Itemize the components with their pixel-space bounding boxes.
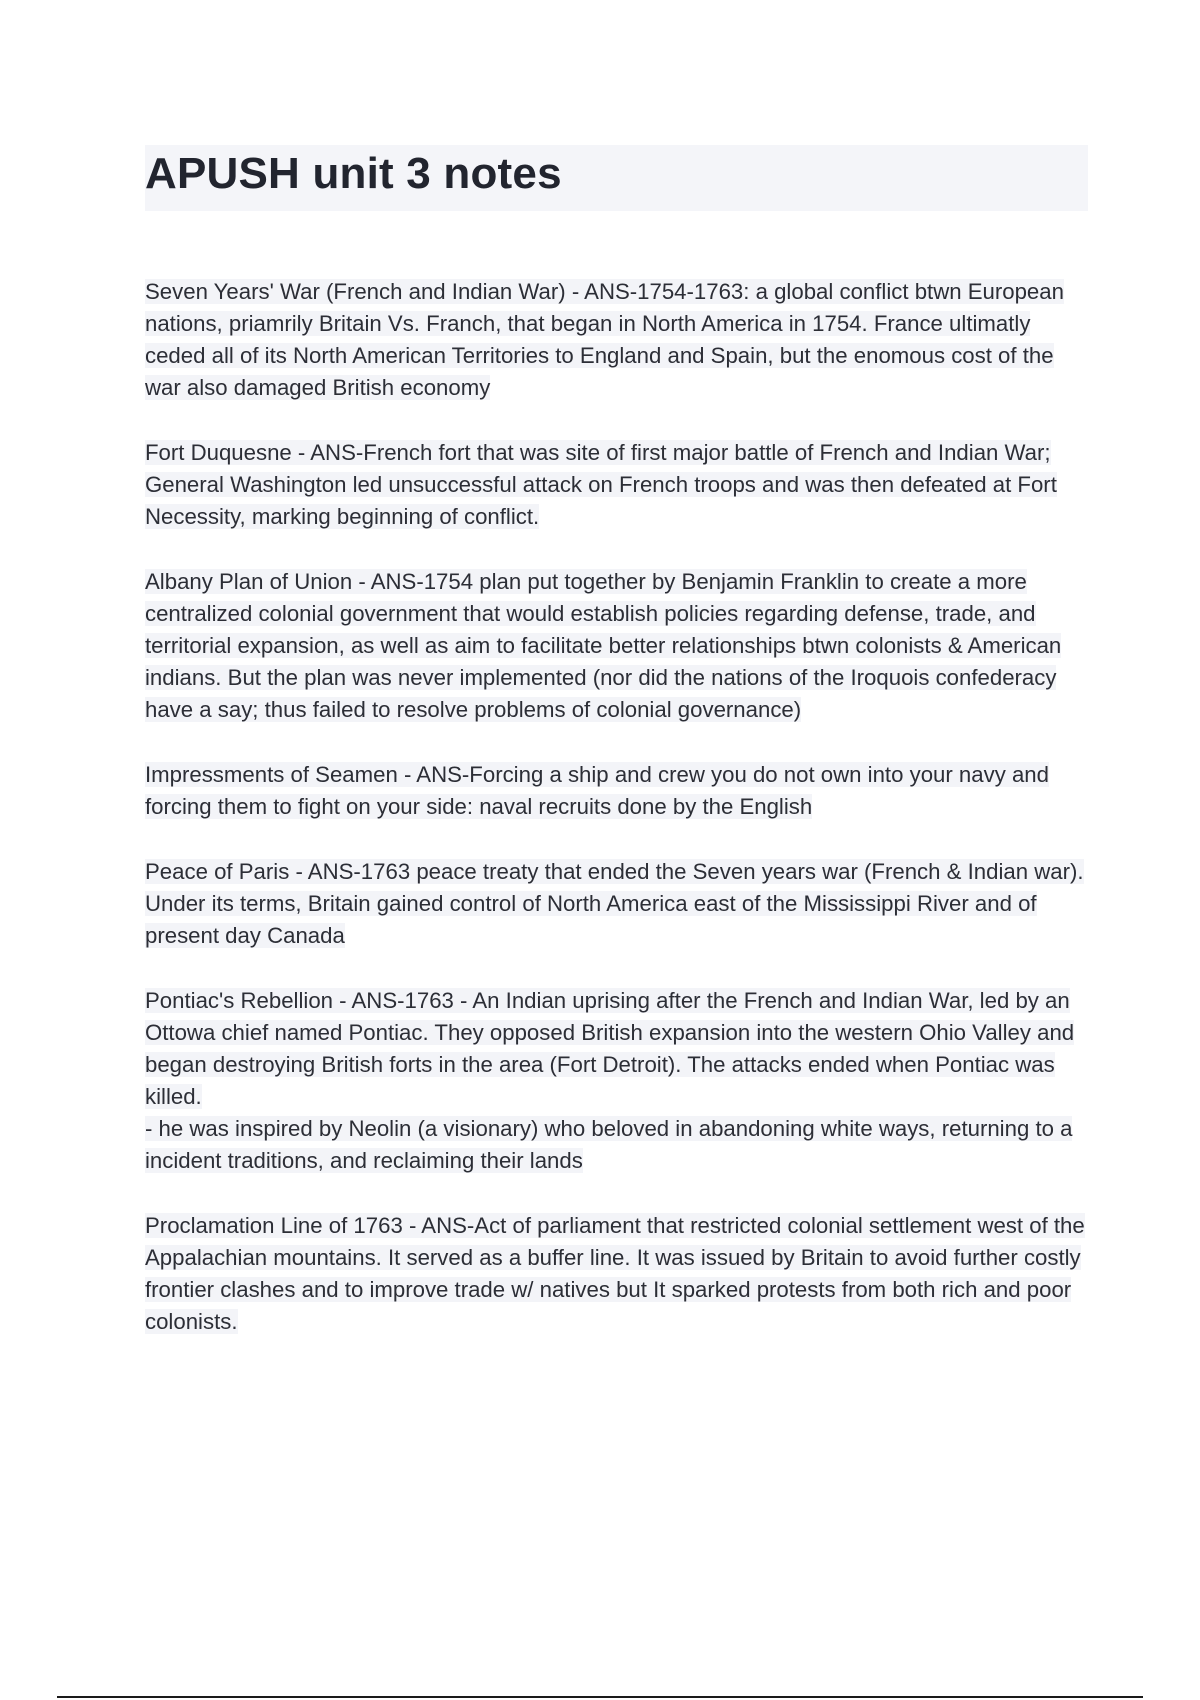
note-subpoint-text: - he was inspired by Neolin (a visionary) who beloved in abandoning white ways, returning to a incident traditions, and reclaiming their lands (145, 1116, 1073, 1173)
note-text: Pontiac's Rebellion - ANS-1763 - An Indian uprising after the French and Indian War, led by an Ottowa chief named Pontiac. They opposed British expansion into the western Ohio Valley and began destroying British forts in the area (Fort Detroit). The attacks ended when Pontiac was killed. (145, 988, 1075, 1109)
footer-divider (57, 1696, 1143, 1698)
notes-list (145, 276, 1095, 1371)
note-text: Fort Duquesne - ANS-French fort that was site of first major battle of French and Indian War; General Washington led unsuccessful attack on French troops and was then defeated at Fort Necessity, marking beginning of conflict. (145, 440, 1057, 529)
note-entry-impressment (145, 759, 1095, 823)
note-text: Impressments of Seamen - ANS-Forcing a ship and crew you do not own into your navy and forcing them to fight on your side: naval recruits done by the English (145, 762, 1049, 819)
note-entry-albany-plan (145, 566, 1095, 726)
note-entry-proclamation-line (145, 1210, 1095, 1338)
note-entry-pontiacs-rebellion (145, 985, 1095, 1177)
page-title: APUSH unit 3 notes (145, 149, 562, 198)
note-text: Seven Years' War (French and Indian War) - ANS-1754-1763: a global conflict btwn European nations, priamrily Britain Vs. Franch, that began in North America in 1754. France ultimatly ceded all of its North American Territories to England and Spain, but the enomous cost of the war also damaged British economy (145, 279, 1064, 400)
note-text: Peace of Paris - ANS-1763 peace treaty that ended the Seven years war (French & Indian war). Under its terms, Britain gained control of North America east of the Mississippi River and of present day Canada (145, 859, 1084, 948)
note-entry-fort-duquesne (145, 437, 1095, 533)
note-subpoint (145, 1113, 1095, 1177)
note-entry-seven-years-war (145, 276, 1095, 404)
note-text: Albany Plan of Union - ANS-1754 plan put together by Benjamin Franklin to create a more centralized colonial government that would establish policies regarding defense, trade, and territorial expansion, as well as aim to facilitate better relationships btwn colonists & American indians. But the plan was never implemented (nor did the nations of the Iroquois confederacy have a say; thus failed to resolve problems of colonial governance) (145, 569, 1062, 722)
note-text: Proclamation Line of 1763 - ANS-Act of parliament that restricted colonial settlement west of the Appalachian mountains. It served as a buffer line. It was issued by Britain to avoid further costly frontier clashes and to improve trade w/ natives but It sparked protests from both rich and poor colonists. (145, 1213, 1085, 1334)
note-entry-peace-of-paris (145, 856, 1095, 952)
